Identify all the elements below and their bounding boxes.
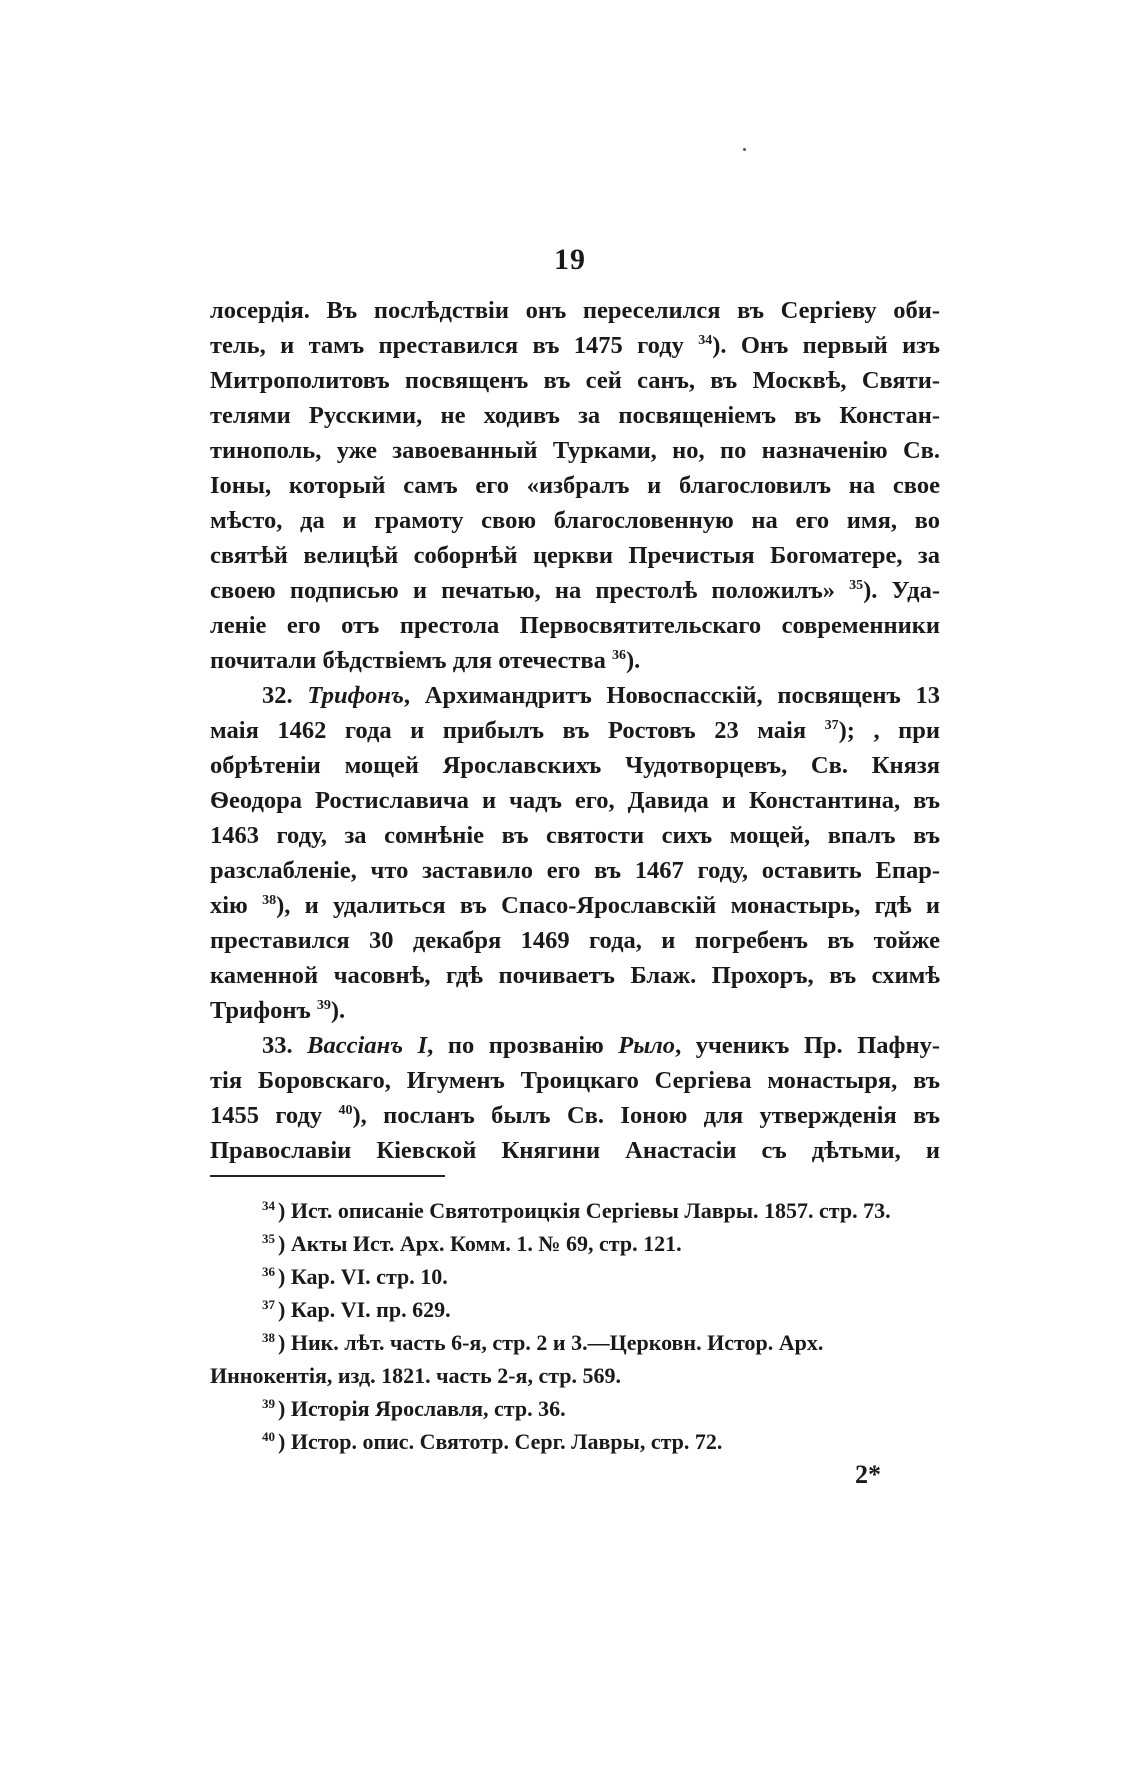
text-line: [210, 363, 940, 398]
text-line: [210, 1133, 940, 1168]
text-line: [210, 853, 940, 888]
text-run: преставился 30 декабря 1469 года, и погребенъ въ тойже: [210, 927, 940, 954]
text-run: ).: [330, 997, 346, 1024]
footnote: [210, 1425, 940, 1458]
text-run: леніе его отъ престола Первосвятительскаго современники: [210, 612, 940, 639]
footnote-reference: 40: [338, 1102, 353, 1118]
text-line: [210, 468, 940, 503]
text-line: [210, 608, 940, 643]
text-run: тинополь, уже завоеванный Турками, но, по назначенію Св.: [210, 437, 940, 464]
text-line: [210, 538, 940, 573]
text-line: [210, 1098, 940, 1133]
signature-mark: 2*: [855, 1460, 881, 1489]
footnote: [210, 1260, 940, 1293]
text-run: мѣсто, да и грамоту свою благословенную на его имя, во: [210, 507, 940, 534]
text-line: [210, 1028, 940, 1063]
italic-name: Рыло: [618, 1032, 676, 1059]
text-line: [210, 398, 940, 433]
text-line: [210, 643, 940, 678]
footnote-number: 40: [262, 1428, 275, 1444]
footnote: [210, 1293, 940, 1326]
text-run: Іоны, который самъ его «избралъ и благословилъ на свое: [210, 472, 940, 499]
text-line: [210, 923, 940, 958]
text-run: , по прозванію: [427, 1032, 619, 1059]
page-number: 19: [554, 243, 586, 276]
footnote-number: 38: [262, 1329, 275, 1345]
italic-name: Трифонъ: [307, 682, 404, 709]
text-line: [210, 958, 940, 993]
text-line: [210, 293, 940, 328]
text-line: [210, 783, 940, 818]
text-run: ). Онъ первый изъ: [712, 332, 940, 359]
print-speck: [743, 148, 746, 151]
text-run: каменной часовнѣ, гдѣ почиваетъ Блаж. Прохоръ, въ схимѣ: [210, 962, 940, 989]
footnote: [210, 1227, 940, 1260]
text-run: ), и удалиться въ Спасо-Ярославскій монастырь, гдѣ и: [276, 892, 941, 919]
text-run: , ученикъ Пр. Пафну-: [675, 1032, 940, 1059]
footnote-number: 39: [262, 1395, 275, 1411]
text-run: хію: [210, 892, 263, 919]
footnote-reference: 39: [316, 997, 331, 1013]
footnote-text: ) Ник. лѣт. часть 6-я, стр. 2 и 3.—Церковн. Истор. Арх.: [278, 1330, 824, 1355]
text-run: , Архимандритъ Новоспасскій, посвященъ 13: [403, 682, 940, 709]
footnote: [210, 1359, 940, 1392]
text-run: Трифонъ: [210, 997, 317, 1024]
text-line: [210, 748, 940, 783]
footnote-text: ) Ист. описаніе Святотроицкія Сергіевы Лавры. 1857. стр. 73.: [278, 1198, 891, 1223]
text-run: ). Уда-: [863, 577, 940, 604]
footnote-text: ) Истор. опис. Святотр. Серг. Лавры, стр. 72.: [278, 1429, 723, 1454]
footnotes: [210, 1194, 940, 1458]
footnote: [210, 1326, 940, 1359]
footnote-text: ) Исторія Ярославля, стр. 36.: [278, 1396, 566, 1421]
footnote-number: 36: [262, 1263, 275, 1279]
text-run: тель, и тамъ преставился въ 1475 году: [210, 332, 699, 359]
text-run: разслабленіе, что заставило его въ 1467 году, оставить Епар-: [210, 857, 940, 884]
footnote: [210, 1392, 940, 1425]
text-run: 33.: [262, 1032, 308, 1059]
text-run: 1455 году: [210, 1102, 339, 1129]
text-line: [210, 888, 940, 923]
text-run: Ѳеодора Ростиславича и чадъ его, Давида и Константина, въ: [210, 787, 940, 814]
text-run: Митрополитовъ посвященъ въ сей санъ, въ Москвѣ, Святи-: [210, 367, 940, 394]
text-line: [210, 993, 940, 1028]
footnote-text: ) Кар. VI. пр. 629.: [278, 1297, 451, 1322]
footnote-divider: [210, 1175, 445, 1177]
footnote-text: ) Кар. VI. стр. 10.: [278, 1264, 448, 1289]
footnote-number: 34: [262, 1197, 275, 1213]
text-line: [210, 1063, 940, 1098]
text-run: лосердія. Въ послѣдствіи онъ переселился въ Сергіеву оби-: [210, 297, 940, 324]
text-line: [210, 433, 940, 468]
footnote-reference: 34: [698, 332, 713, 348]
footnote-reference: 37: [824, 717, 839, 733]
text-run: Православіи Кіевской Княгини Анастасіи съ дѣтьми, и: [210, 1137, 940, 1164]
text-run: 1463 году, за сомнѣніе въ святости сихъ мощей, впалъ въ: [210, 822, 940, 849]
footnote-reference: 36: [611, 647, 626, 663]
text-run: ).: [625, 647, 641, 674]
footnote-reference: 35: [849, 577, 864, 593]
text-run: обрѣтеніи мощей Ярославскихъ Чудотворцевъ, Св. Князя: [210, 752, 940, 779]
text-run: почитали бѣдствіемъ для отечества: [210, 647, 612, 674]
text-run: ); , при: [838, 717, 940, 744]
footnote-number: 37: [262, 1296, 275, 1312]
text-line: [210, 678, 940, 713]
footnote-reference: 38: [262, 892, 277, 908]
footnote-number: 35: [262, 1230, 275, 1246]
text-run: телями Русскими, не ходивъ за посвященіемъ въ Констан-: [210, 402, 940, 429]
text-run: ), посланъ былъ Св. Іоною для утвержденія въ: [352, 1102, 940, 1129]
text-run: 32.: [262, 682, 308, 709]
footnote-text: ) Акты Ист. Арх. Комм. 1. № 69, стр. 121.: [278, 1231, 682, 1256]
text-run: святѣй велицѣй соборнѣй церкви Пречистыя Богоматере, за: [210, 542, 940, 569]
text-run: своею подписью и печатью, на престолѣ положилъ»: [210, 577, 850, 604]
footnote: [210, 1194, 940, 1227]
footnote-text: Иннокентія, изд. 1821. часть 2-я, стр. 569.: [210, 1363, 622, 1388]
text-run: тія Боровскаго, Игуменъ Троицкаго Сергіева монастыря, въ: [210, 1067, 940, 1094]
body-text: [210, 293, 940, 1168]
text-line: [210, 573, 940, 608]
text-line: [210, 818, 940, 853]
text-line: [210, 713, 940, 748]
text-line: [210, 503, 940, 538]
italic-name: Вассіанъ I: [307, 1032, 428, 1059]
text-run: маія 1462 года и прибылъ въ Ростовъ 23 маія: [210, 717, 825, 744]
text-line: [210, 328, 940, 363]
